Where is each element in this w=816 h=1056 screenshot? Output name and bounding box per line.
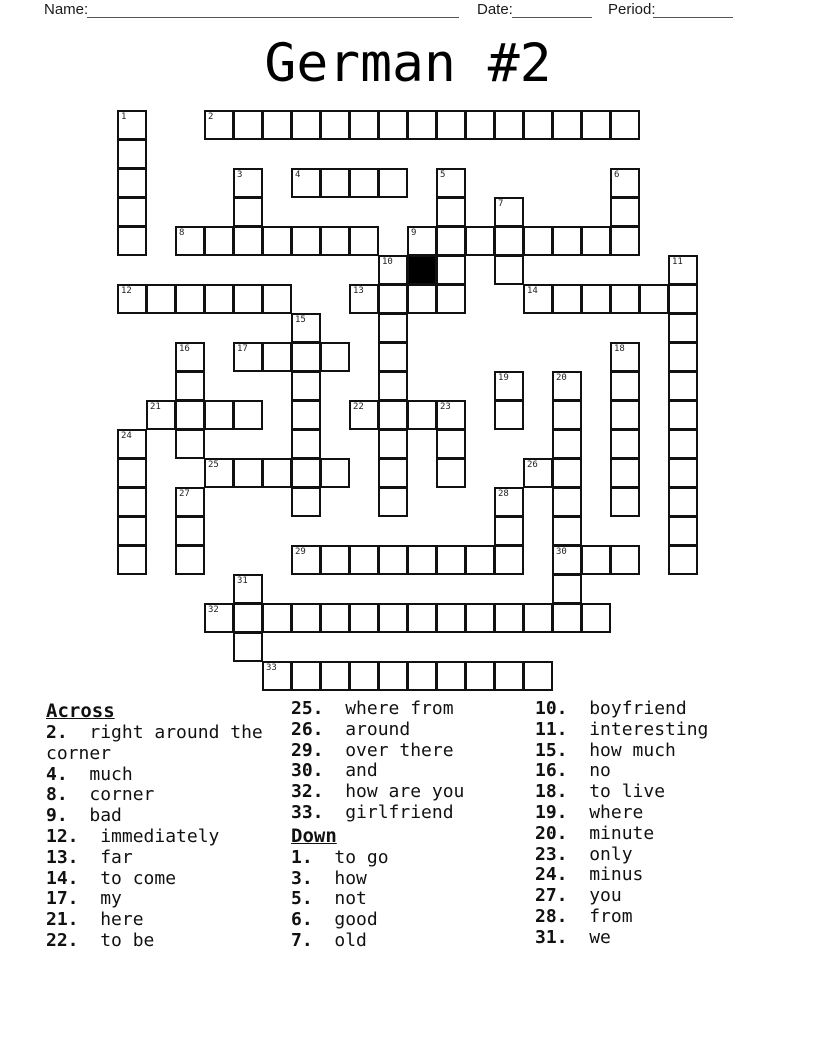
clue-number: 25. xyxy=(291,698,324,719)
grid-cell[interactable] xyxy=(262,342,292,372)
name-blank-line xyxy=(87,17,459,18)
clue-number: 31. xyxy=(535,926,568,948)
grid-cell[interactable] xyxy=(436,545,466,575)
grid-cell[interactable] xyxy=(610,371,640,401)
clue-item: 20. minute xyxy=(535,822,655,844)
grid-cell[interactable] xyxy=(494,400,524,430)
cell-number: 27 xyxy=(179,489,190,499)
clue-number: 4. xyxy=(46,763,68,785)
grid-cell[interactable] xyxy=(320,110,350,140)
grid-cell[interactable] xyxy=(291,313,321,343)
grid-cell[interactable] xyxy=(610,110,640,140)
clue-item: 9. bad xyxy=(46,805,122,827)
grid-cell[interactable] xyxy=(117,139,147,169)
grid-cell[interactable] xyxy=(349,284,379,314)
grid-cell[interactable] xyxy=(291,226,321,256)
clue-item: 4. much xyxy=(46,763,133,785)
grid-cell[interactable] xyxy=(494,197,524,227)
grid-cell[interactable] xyxy=(117,110,147,140)
clue-number: 19. xyxy=(535,801,568,823)
clue-number: 17. xyxy=(46,888,79,910)
grid-cell[interactable] xyxy=(610,197,640,227)
grid-cell[interactable] xyxy=(668,400,698,430)
cell-number: 33 xyxy=(266,663,277,673)
cell-number: 31 xyxy=(237,576,248,586)
cell-number: 2 xyxy=(208,112,214,122)
grid-cell[interactable] xyxy=(146,284,176,314)
grid-cell[interactable] xyxy=(262,661,292,691)
grid-cell[interactable] xyxy=(291,458,321,488)
clue-item: 7. old xyxy=(291,929,367,951)
clue-number: 23. xyxy=(535,843,568,865)
grid-cell[interactable] xyxy=(320,458,350,488)
grid-cell[interactable] xyxy=(175,400,205,430)
grid-cell[interactable] xyxy=(378,371,408,401)
grid-cell[interactable] xyxy=(320,661,350,691)
grid-cell[interactable] xyxy=(465,226,495,256)
grid-cell[interactable] xyxy=(262,226,292,256)
clue-number: 32. xyxy=(291,781,324,803)
grid-cell[interactable] xyxy=(668,516,698,546)
grid-cell[interactable] xyxy=(233,226,263,256)
cell-number: 6 xyxy=(614,170,620,180)
clue-number: 13. xyxy=(46,846,79,868)
grid-cell[interactable] xyxy=(204,110,234,140)
grid-cell[interactable] xyxy=(407,226,437,256)
cell-number: 17 xyxy=(237,344,248,354)
grid-cell[interactable] xyxy=(204,458,234,488)
clue-number: 15. xyxy=(535,739,568,761)
grid-cell[interactable] xyxy=(494,516,524,546)
grid-cell[interactable] xyxy=(349,226,379,256)
grid-cell[interactable] xyxy=(668,371,698,401)
cell-number: 7 xyxy=(498,199,504,209)
cell-number: 4 xyxy=(295,170,301,180)
grid-cell[interactable] xyxy=(117,545,147,575)
grid-cell[interactable] xyxy=(378,342,408,372)
grid-cell[interactable] xyxy=(175,429,205,459)
clue-number: 33. xyxy=(291,801,324,823)
grid-cell[interactable] xyxy=(552,574,582,604)
grid-cell[interactable] xyxy=(436,255,466,285)
grid-cell[interactable] xyxy=(378,545,408,575)
grid-cell[interactable] xyxy=(436,458,466,488)
grid-cell[interactable] xyxy=(378,603,408,633)
grid-cell[interactable] xyxy=(668,545,698,575)
clue-number: 30. xyxy=(291,760,324,782)
clue-number: 5. xyxy=(291,888,313,910)
clue-number: 9. xyxy=(46,805,68,827)
grid-cell[interactable] xyxy=(581,110,611,140)
grid-cell[interactable] xyxy=(349,110,379,140)
grid-cell[interactable] xyxy=(494,226,524,256)
grid-cell[interactable] xyxy=(291,487,321,517)
clue-item: 17. my xyxy=(46,888,122,910)
cell-number: 11 xyxy=(672,257,683,267)
clue-number: 2. xyxy=(46,722,68,743)
grid-cell[interactable] xyxy=(465,661,495,691)
clue-item: 16. no xyxy=(535,760,611,782)
grid-cell[interactable] xyxy=(610,487,640,517)
grid-cell[interactable] xyxy=(175,487,205,517)
clue-item: 28. from xyxy=(535,905,633,927)
grid-cell[interactable] xyxy=(262,110,292,140)
grid-cell[interactable] xyxy=(581,226,611,256)
down-heading: Down xyxy=(291,824,337,847)
grid-cell[interactable] xyxy=(465,603,495,633)
cell-number: 13 xyxy=(353,286,364,296)
clue-item: 23. only xyxy=(535,843,633,865)
grid-cell[interactable] xyxy=(233,458,263,488)
clue-number: 27. xyxy=(535,885,568,907)
grid-cell[interactable] xyxy=(436,168,466,198)
cell-number: 19 xyxy=(498,373,509,383)
clue-number: 21. xyxy=(46,909,79,931)
clue-number: 26. xyxy=(291,718,324,740)
grid-cell[interactable] xyxy=(436,661,466,691)
grid-cell[interactable] xyxy=(175,371,205,401)
grid-cell[interactable] xyxy=(407,603,437,633)
clue-item: 33. girlfriend xyxy=(291,801,454,823)
clue-item: 18. to live xyxy=(535,781,666,803)
grid-cell[interactable] xyxy=(262,603,292,633)
grid-cell[interactable] xyxy=(233,603,263,633)
cell-number: 14 xyxy=(527,286,538,296)
clue-column-1 xyxy=(46,699,296,952)
grid-cell[interactable] xyxy=(262,284,292,314)
grid-cell[interactable] xyxy=(639,284,669,314)
clue-item: 26. around xyxy=(291,718,411,740)
clue-number: 24. xyxy=(535,864,568,886)
grid-cell[interactable] xyxy=(320,545,350,575)
grid-cell[interactable] xyxy=(523,458,553,488)
grid-cell[interactable] xyxy=(552,545,582,575)
grid-cell[interactable] xyxy=(117,487,147,517)
grid-cell[interactable] xyxy=(291,168,321,198)
cell-number: 1 xyxy=(121,112,127,122)
grid-cell[interactable] xyxy=(610,226,640,256)
period-blank-line xyxy=(653,17,733,18)
grid-cell[interactable] xyxy=(204,603,234,633)
grid-cell[interactable] xyxy=(204,400,234,430)
grid-cell[interactable] xyxy=(552,371,582,401)
grid-cell[interactable] xyxy=(436,400,466,430)
grid-cell[interactable] xyxy=(436,603,466,633)
date-blank-line xyxy=(512,17,592,18)
grid-cell[interactable] xyxy=(610,458,640,488)
grid-cell[interactable] xyxy=(581,603,611,633)
grid-cell[interactable] xyxy=(610,400,640,430)
grid-cell[interactable] xyxy=(117,284,147,314)
grid-cell[interactable] xyxy=(291,400,321,430)
grid-cell[interactable] xyxy=(117,168,147,198)
cell-number: 18 xyxy=(614,344,625,354)
grid-cell[interactable] xyxy=(407,110,437,140)
clue-item: 3. how xyxy=(291,867,367,889)
grid-cell[interactable] xyxy=(668,255,698,285)
clue-item: 6. good xyxy=(291,909,378,931)
grid-cell[interactable] xyxy=(552,516,582,546)
clue-item: 24. minus xyxy=(535,864,644,886)
cell-number: 20 xyxy=(556,373,567,383)
grid-cell[interactable] xyxy=(320,603,350,633)
clue-item: 15. how much xyxy=(535,739,676,761)
grid-cell[interactable] xyxy=(494,661,524,691)
grid-cell[interactable] xyxy=(407,400,437,430)
grid-cell[interactable] xyxy=(204,226,234,256)
cell-number: 15 xyxy=(295,315,306,325)
clue-item: 1. to go xyxy=(291,846,389,868)
clue-item: 10. boyfriend xyxy=(535,698,687,719)
grid-cell[interactable] xyxy=(291,545,321,575)
grid-cell[interactable] xyxy=(175,545,205,575)
grid-cell[interactable] xyxy=(233,342,263,372)
grid-cell[interactable] xyxy=(523,603,553,633)
grid-cell[interactable] xyxy=(465,545,495,575)
grid-cell[interactable] xyxy=(610,429,640,459)
cell-number: 12 xyxy=(121,286,132,296)
grid-cell[interactable] xyxy=(117,429,147,459)
grid-cell[interactable] xyxy=(146,400,176,430)
grid-cell[interactable] xyxy=(523,226,553,256)
grid-cell[interactable] xyxy=(552,284,582,314)
cell-number: 16 xyxy=(179,344,190,354)
clue-item: 25. where from xyxy=(291,698,454,719)
grid-cell[interactable] xyxy=(552,400,582,430)
grid-cell[interactable] xyxy=(494,255,524,285)
grid-cell[interactable] xyxy=(175,226,205,256)
clue-item: 21. here xyxy=(46,909,144,931)
grid-cell[interactable] xyxy=(552,487,582,517)
grid-cell[interactable] xyxy=(320,342,350,372)
cell-number: 29 xyxy=(295,547,306,557)
name-label: Name: xyxy=(44,1,89,18)
grid-cell[interactable] xyxy=(233,400,263,430)
grid-cell[interactable] xyxy=(668,458,698,488)
cell-number: 3 xyxy=(237,170,243,180)
clue-number: 20. xyxy=(535,822,568,844)
grid-cell[interactable] xyxy=(610,342,640,372)
grid-cell[interactable] xyxy=(233,284,263,314)
grid-cell[interactable] xyxy=(378,400,408,430)
grid-cell[interactable] xyxy=(378,255,408,285)
cell-number: 25 xyxy=(208,460,219,470)
grid-cell[interactable] xyxy=(349,603,379,633)
black-cell xyxy=(407,255,437,285)
grid-cell[interactable] xyxy=(581,545,611,575)
grid-cell[interactable] xyxy=(378,168,408,198)
grid-cell[interactable] xyxy=(233,197,263,227)
grid-cell[interactable] xyxy=(262,458,292,488)
grid-cell[interactable] xyxy=(436,197,466,227)
grid-cell[interactable] xyxy=(552,110,582,140)
grid-cell[interactable] xyxy=(175,342,205,372)
grid-cell[interactable] xyxy=(552,603,582,633)
grid-cell[interactable] xyxy=(668,429,698,459)
grid-cell[interactable] xyxy=(465,110,495,140)
clue-item: 30. and xyxy=(291,760,378,782)
clue-number: 12. xyxy=(46,825,79,847)
grid-cell[interactable] xyxy=(552,429,582,459)
clue-number: 11. xyxy=(535,718,568,740)
grid-cell[interactable] xyxy=(378,313,408,343)
clue-number: 14. xyxy=(46,867,79,889)
cell-number: 8 xyxy=(179,228,185,238)
grid-cell[interactable] xyxy=(291,110,321,140)
period-label: Period: xyxy=(608,1,656,18)
grid-cell[interactable] xyxy=(407,545,437,575)
clue-item: 2. right around the corner xyxy=(46,722,263,764)
cell-number: 9 xyxy=(411,228,417,238)
grid-cell[interactable] xyxy=(233,632,263,662)
grid-cell[interactable] xyxy=(378,487,408,517)
grid-cell[interactable] xyxy=(523,284,553,314)
clue-item: 14. to come xyxy=(46,867,177,889)
grid-cell[interactable] xyxy=(436,284,466,314)
grid-cell[interactable] xyxy=(349,400,379,430)
grid-cell[interactable] xyxy=(291,661,321,691)
across-heading: Across xyxy=(46,700,115,722)
grid-cell[interactable] xyxy=(349,661,379,691)
grid-cell[interactable] xyxy=(204,284,234,314)
grid-cell[interactable] xyxy=(175,284,205,314)
grid-cell[interactable] xyxy=(291,342,321,372)
crossword-grid xyxy=(117,110,699,692)
grid-cell[interactable] xyxy=(117,516,147,546)
clue-number: 22. xyxy=(46,929,79,951)
grid-cell[interactable] xyxy=(378,284,408,314)
grid-cell[interactable] xyxy=(610,284,640,314)
grid-cell[interactable] xyxy=(668,284,698,314)
cell-number: 10 xyxy=(382,257,393,267)
grid-cell[interactable] xyxy=(523,110,553,140)
clue-number: 1. xyxy=(291,846,313,868)
grid-cell[interactable] xyxy=(610,168,640,198)
clue-item: 13. far xyxy=(46,846,133,868)
grid-cell[interactable] xyxy=(668,313,698,343)
grid-cell[interactable] xyxy=(117,458,147,488)
grid-cell[interactable] xyxy=(494,110,524,140)
grid-cell[interactable] xyxy=(233,574,263,604)
grid-cell[interactable] xyxy=(407,661,437,691)
clue-column-3 xyxy=(535,699,795,949)
grid-cell[interactable] xyxy=(494,603,524,633)
grid-cell[interactable] xyxy=(320,226,350,256)
grid-cell[interactable] xyxy=(581,284,611,314)
clue-item: 32. how are you xyxy=(291,781,465,803)
grid-cell[interactable] xyxy=(552,226,582,256)
grid-cell[interactable] xyxy=(233,110,263,140)
grid-cell[interactable] xyxy=(378,661,408,691)
clue-item: 31. we xyxy=(535,926,611,948)
cell-number: 30 xyxy=(556,547,567,557)
clue-number: 3. xyxy=(291,867,313,889)
grid-cell[interactable] xyxy=(436,429,466,459)
grid-cell[interactable] xyxy=(610,545,640,575)
grid-cell[interactable] xyxy=(349,545,379,575)
grid-cell[interactable] xyxy=(494,545,524,575)
clue-number: 18. xyxy=(535,781,568,803)
cell-number: 28 xyxy=(498,489,509,499)
clue-number: 29. xyxy=(291,739,324,761)
grid-cell[interactable] xyxy=(668,487,698,517)
grid-cell[interactable] xyxy=(436,110,466,140)
date-label: Date: xyxy=(477,1,513,18)
grid-cell[interactable] xyxy=(378,110,408,140)
grid-cell[interactable] xyxy=(494,487,524,517)
grid-cell[interactable] xyxy=(175,516,205,546)
clue-number: 16. xyxy=(535,760,568,782)
clue-number: 6. xyxy=(291,909,313,931)
grid-cell[interactable] xyxy=(436,226,466,256)
grid-cell[interactable] xyxy=(291,603,321,633)
clue-item: 12. immediately xyxy=(46,825,220,847)
cell-number: 32 xyxy=(208,605,219,615)
clue-item: 29. over there xyxy=(291,739,454,761)
cell-number: 22 xyxy=(353,402,364,412)
grid-cell[interactable] xyxy=(494,371,524,401)
grid-cell[interactable] xyxy=(117,226,147,256)
grid-cell[interactable] xyxy=(349,168,379,198)
cell-number: 21 xyxy=(150,402,161,412)
grid-cell[interactable] xyxy=(552,458,582,488)
page-title: German #2 xyxy=(264,33,552,94)
grid-cell[interactable] xyxy=(117,197,147,227)
cell-number: 23 xyxy=(440,402,451,412)
clue-number: 10. xyxy=(535,698,568,719)
clue-item: 27. you xyxy=(535,885,622,907)
grid-cell[interactable] xyxy=(233,168,263,198)
clue-number: 8. xyxy=(46,784,68,806)
clue-column-2 xyxy=(291,699,533,952)
clue-item: 22. to be xyxy=(46,929,155,951)
grid-cell[interactable] xyxy=(291,429,321,459)
clue-item: 19. where xyxy=(535,801,644,823)
cell-number: 26 xyxy=(527,460,538,470)
clue-number: 7. xyxy=(291,929,313,951)
clue-item: 11. interesting xyxy=(535,718,709,740)
grid-cell[interactable] xyxy=(378,458,408,488)
grid-cell[interactable] xyxy=(378,429,408,459)
cell-number: 5 xyxy=(440,170,446,180)
cell-number: 24 xyxy=(121,431,132,441)
grid-cell[interactable] xyxy=(407,284,437,314)
grid-cell[interactable] xyxy=(291,371,321,401)
grid-cell[interactable] xyxy=(320,168,350,198)
grid-cell[interactable] xyxy=(523,661,553,691)
clue-item: 8. corner xyxy=(46,784,155,806)
clue-number: 28. xyxy=(535,905,568,927)
clue-item: 5. not xyxy=(291,888,367,910)
grid-cell[interactable] xyxy=(668,342,698,372)
